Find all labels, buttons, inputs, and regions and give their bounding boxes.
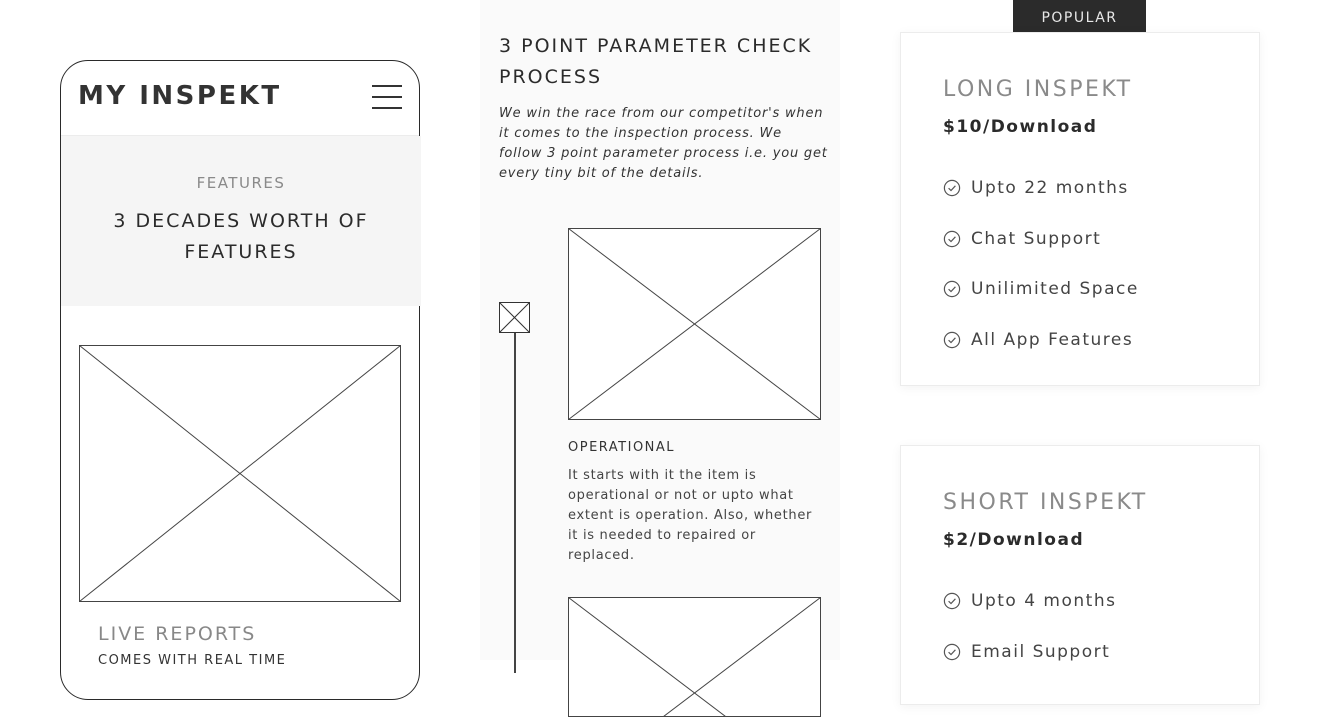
step-image-placeholder xyxy=(568,228,821,420)
plan-feature xyxy=(943,177,1129,199)
step-text: It starts with it the item is operational or not or upto what extent is operation. Also, whether it is needed to repaired or replaced. xyxy=(568,466,823,566)
pricing-card-long[interactable] xyxy=(900,32,1260,386)
popular-badge: POPULAR xyxy=(1013,0,1146,32)
plan-feature xyxy=(943,641,1110,663)
check-circle-icon xyxy=(943,280,961,298)
plan-feature-label: Unilimited Space xyxy=(971,279,1139,299)
plan-price: $2/Download xyxy=(943,530,1084,550)
plan-feature-label: Email Support xyxy=(971,642,1110,662)
check-circle-icon xyxy=(943,592,961,610)
image-placeholder xyxy=(79,345,401,602)
mobile-header xyxy=(61,61,419,136)
process-description: We win the race from our competitor's when it comes to the inspection process. We follow 3 point parameter process i.e. you get every tiny bit of the details. xyxy=(499,104,829,184)
live-reports-subtitle: COMES WITH REAL TIME xyxy=(98,653,286,668)
plan-feature-label: Chat Support xyxy=(971,229,1101,249)
features-title: 3 DECADES WORTH OF FEATURES xyxy=(96,206,386,268)
features-eyebrow: FEATURES xyxy=(61,174,421,192)
plan-feature-label: All App Features xyxy=(971,330,1133,350)
plan-feature xyxy=(943,590,1116,612)
mobile-mockup xyxy=(60,60,420,700)
timeline-line xyxy=(514,333,516,673)
step-label: OPERATIONAL xyxy=(568,440,675,455)
process-section xyxy=(480,0,840,660)
check-circle-icon xyxy=(943,179,961,197)
brand-logo[interactable]: MY INSPEKT xyxy=(78,81,282,111)
plan-feature xyxy=(943,228,1101,250)
step-image-placeholder xyxy=(568,597,821,717)
plan-feature xyxy=(943,329,1133,351)
plan-name: LONG INSPEKT xyxy=(943,77,1133,102)
process-title: 3 POINT PARAMETER CHECK PROCESS xyxy=(499,31,829,93)
plan-feature-label: Upto 4 months xyxy=(971,591,1116,611)
check-circle-icon xyxy=(943,643,961,661)
live-reports-title: LIVE REPORTS xyxy=(98,623,256,645)
pricing-card-short[interactable] xyxy=(900,445,1260,705)
check-circle-icon xyxy=(943,331,961,349)
check-circle-icon xyxy=(943,230,961,248)
plan-price: $10/Download xyxy=(943,117,1097,137)
features-section xyxy=(61,136,421,306)
timeline-marker-icon xyxy=(499,302,530,333)
plan-feature xyxy=(943,278,1139,300)
plan-feature-label: Upto 22 months xyxy=(971,178,1129,198)
plan-name: SHORT INSPEKT xyxy=(943,490,1148,515)
hamburger-menu-icon[interactable] xyxy=(372,85,402,109)
